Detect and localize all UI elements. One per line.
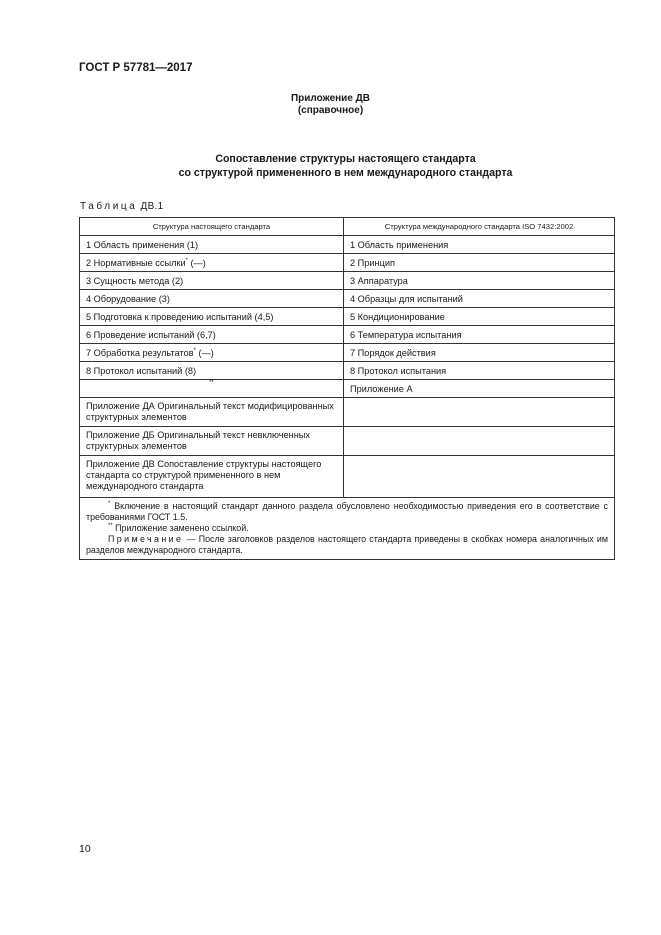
table-row [80, 344, 615, 362]
table-cell-left: 3 Сущность метода (2) [80, 272, 344, 290]
table-cell-right [344, 398, 615, 427]
footnote-marker: * [108, 501, 111, 507]
table-cell-right: 5 Кондиционирование [344, 308, 615, 326]
table-cell-left: Приложение ДА Оригинальный текст модифицированных структурных элементов [80, 398, 344, 427]
table-cell-left: 2 Нормативные ссылки* (—) [80, 254, 344, 272]
table-row [80, 272, 615, 290]
table-row [80, 427, 615, 456]
table-header-row [80, 218, 615, 236]
comparison-table [79, 217, 615, 560]
table-cell-right: 1 Область применения [344, 236, 615, 254]
table-label-prefix: Таблица [80, 201, 138, 212]
appendix-heading [0, 93, 661, 117]
table-cell-left: 8 Протокол испытаний (8) [80, 362, 344, 380]
footnote-marker: ** [108, 523, 113, 529]
table-row [80, 236, 615, 254]
table-label [80, 201, 164, 212]
appendix-type: (справочное) [297, 105, 364, 116]
table-cell-left: 4 Оборудование (3) [80, 290, 344, 308]
table-row [80, 362, 615, 380]
table-cell-left: 6 Проведение испытаний (6,7) [80, 326, 344, 344]
table-row [80, 308, 615, 326]
column-header: Структура международного стандарта ISO 7432:2002 [344, 218, 615, 236]
column-header: Структура настоящего стандарта [80, 218, 344, 236]
table-cell-right: 4 Образцы для испытаний [344, 290, 615, 308]
appendix-title: Приложение ДВ [290, 93, 371, 104]
note-label: Примечание [108, 534, 184, 544]
table-cell-left: Приложение ДВ Сопоставление структуры настоящего стандарта со структурой примененного в нем международного стандарта [80, 456, 344, 498]
table-cell-left: 1 Область применения (1) [80, 236, 344, 254]
footnote-2: ** Приложение заменено ссылкой. [108, 523, 249, 533]
table-cell-left: 7 Обработка результатов* (—) [80, 344, 344, 362]
table-cell-right [344, 456, 615, 498]
footnote-marker: * [193, 347, 196, 354]
table-notes [80, 498, 615, 560]
table-row [80, 380, 615, 398]
section-title-line1: Сопоставление структуры настоящего стандарта [215, 153, 476, 165]
table-cell-right: 6 Температура испытания [344, 326, 615, 344]
document-code: ГОСТ Р 57781—2017 [79, 62, 193, 74]
table-row [80, 398, 615, 427]
section-title-line2: со структурой примененного в нем международного стандарта [178, 167, 513, 179]
table-cell-left: 5 Подготовка к проведению испытаний (4,5) [80, 308, 344, 326]
table-notes-row [80, 498, 615, 560]
section-title [0, 152, 661, 180]
footnote-marker: ** [209, 380, 214, 386]
table-cell-right: 2 Принцип [344, 254, 615, 272]
table-cell-left: Приложение ДБ Оригинальный текст невключенных структурных элементов [80, 427, 344, 456]
note-text: — После заголовков разделов настоящего стандарта приведены в скобках номера аналогичных им разделов международного стандарта. [86, 534, 608, 555]
page-number: 10 [79, 843, 91, 855]
table-row [80, 456, 615, 498]
table-row [80, 254, 615, 272]
table-row [80, 290, 615, 308]
footnote-1: * Включение в настоящий стандарт данного раздела обусловлено необходимостью приведения его в соответствие с требованиями ГОСТ 1.5. [86, 501, 608, 522]
table-label-id: ДВ.1 [140, 201, 164, 212]
table-cell-right [344, 427, 615, 456]
table-row [80, 326, 615, 344]
table-cell-right: 7 Порядок действия [344, 344, 615, 362]
table-cell-left [80, 380, 344, 398]
table-cell-right: Приложение А [344, 380, 615, 398]
table-cell-right: 8 Протокол испытания [344, 362, 615, 380]
table-note [86, 534, 608, 556]
table-cell-right: 3 Аппаратура [344, 272, 615, 290]
footnote-marker: * [185, 257, 188, 264]
